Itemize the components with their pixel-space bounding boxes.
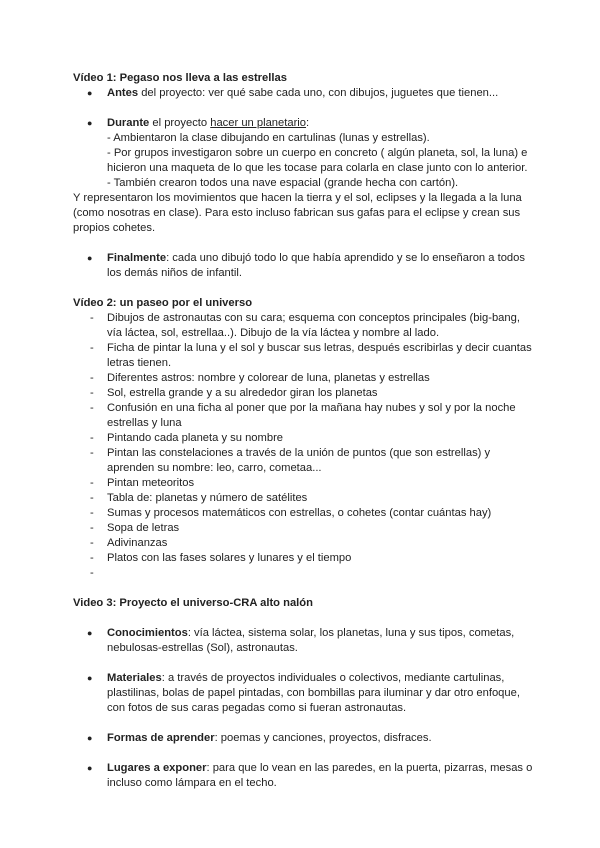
item-text: : para que lo vean en las paredes, en la puerta, pizarras, mesas o incluso como lámpara en el techo. (107, 762, 533, 789)
list-item: - Confusión en una ficha al poner que por la mañana hay nubes y sol y por la noche estrellas y luna (73, 401, 533, 431)
video3-list-materiales (73, 671, 533, 716)
video1-paragraph: Y representaron los movimientos que hacen la tierra y el sol, eclipses y la llegada a la luna (como nosotras en clase). Para esto incluso fabrican sus gafas para el eclipse y crean sus propios cohetes. (73, 192, 522, 234)
list-item: - Tabla de: planetas y número de satélites (73, 491, 533, 506)
list-item: - Diferentes astros: nombre y colorear de luna, planetas y estrellas (73, 371, 533, 386)
video3-list-formas (73, 731, 533, 746)
video3-list-lugares (73, 761, 533, 791)
durante-line: - Por grupos investigaron sobre un cuerpo en concreto ( algún planeta, sol, la luna) e hicieron una maqueta de lo que les tocase para colarla en clase junto con lo anterior. (107, 147, 528, 174)
video3-list (73, 626, 533, 656)
list-item: - Adivinanzas (73, 536, 533, 551)
antes-label: Antes (107, 87, 139, 99)
video3-item-materiales (73, 671, 533, 716)
durante-label: Durante (107, 117, 150, 129)
durante-pre: el proyecto (149, 117, 211, 129)
video1-list-durante (73, 116, 533, 191)
video1-finalmente-item (73, 251, 533, 281)
list-item: - Platos con las fases solares y lunares y el tiempo (73, 551, 533, 566)
durante-colon: : (306, 117, 310, 129)
list-item: - Pintan meteoritos (73, 476, 533, 491)
video3-item-formas (73, 731, 533, 746)
video3-item-lugares (73, 761, 533, 791)
item-label: Lugares a exponer (107, 762, 207, 774)
list-item: - Dibujos de astronautas con su cara; esquema con conceptos principales (big-bang, vía láctea, sol, estrellaa..). Dibujo de la vía láctea y nombre al lado. (73, 311, 533, 341)
video1-title: Vídeo 1: Pegaso nos lleva a las estrellas (73, 72, 287, 84)
video1-list-finalmente (73, 251, 533, 281)
durante-line: - Ambientaron la clase dibujando en cartulinas (lunas y estrellas). (107, 132, 430, 144)
video2-list (73, 311, 533, 581)
video3-item-conocimientos (73, 626, 533, 656)
list-item: - Ficha de pintar la luna y el sol y buscar sus letras, después escribirlas y decir cuantas letras tienen. (73, 341, 533, 371)
video1-list (73, 86, 533, 101)
list-item: - Sol, estrella grande y a su alrededor giran los planetas (73, 386, 533, 401)
video1-antes-item (73, 86, 533, 101)
video1-durante-item (73, 116, 533, 191)
list-item: - Pintan las constelaciones a través de la unión de puntos (que son estrellas) y aprenden su nombre: leo, carro, cometaa... (73, 446, 533, 476)
finalmente-label: Finalmente (107, 252, 167, 264)
antes-text: del proyecto: ver qué sabe cada uno, con dibujos, juguetes que tienen... (138, 87, 499, 99)
list-item: - Sopa de letras (73, 521, 533, 536)
item-text: : vía láctea, sistema solar, los planetas, luna y sus tipos, cometas, nebulosas-estrellas (Sol), astronautas. (107, 627, 515, 654)
durante-link[interactable]: hacer un planetario (210, 117, 307, 129)
item-text: : poemas y canciones, proyectos, disfraces. (214, 732, 432, 744)
video2-title: Vídeo 2: un paseo por el universo (73, 297, 253, 309)
item-label: Formas de aprender (107, 732, 215, 744)
video3-title: Video 3: Proyecto el universo-CRA alto nalón (73, 597, 313, 609)
list-item: - Pintando cada planeta y su nombre (73, 431, 533, 446)
item-text: : a través de proyectos individuales o colectivos, mediante cartulinas, plastilinas, bolas de papel pintadas, con bombillas para iluminar y dar otro enfoque, con fotos de sus caras pegadas como si fueran astronautas. (107, 672, 520, 714)
item-label: Conocimientos (107, 627, 188, 639)
list-item (73, 566, 533, 581)
list-item: - Sumas y procesos matemáticos con estrellas, o cohetes (contar cuántas hay) (73, 506, 533, 521)
item-label: Materiales (107, 672, 162, 684)
durante-line: - También crearon todos una nave espacial (grande hecha con cartón). (107, 177, 459, 189)
document-page (73, 71, 533, 791)
finalmente-text: : cada uno dibujó todo lo que había aprendido y se lo enseñaron a todos los demás niños de infantil. (107, 252, 525, 279)
